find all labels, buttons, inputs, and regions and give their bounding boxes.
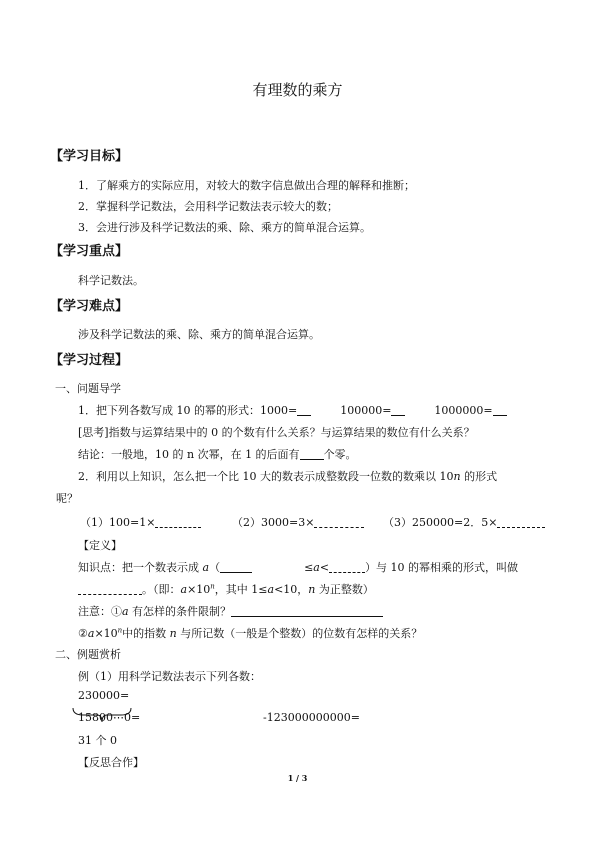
var-n: n — [169, 627, 177, 640]
answer-blank[interactable] — [297, 403, 311, 416]
knowledge-text-g: ×10 — [187, 583, 211, 596]
question-1 — [78, 402, 507, 418]
knowledge-text-a: 知识点：把一个数表示成 — [78, 561, 203, 574]
var-a: a — [267, 583, 275, 596]
item-1-text: （1）100=1× — [80, 516, 156, 529]
definition-heading: 【定义】 — [78, 539, 122, 552]
knowledge-text-f: 。（即： — [142, 583, 181, 596]
note-2-c: 中的指数 — [122, 627, 170, 640]
knowledge-text-b: （ — [209, 561, 221, 574]
key-point-text: 科学记数法。 — [78, 274, 144, 287]
answer-blank[interactable] — [220, 560, 252, 573]
item-3-text: （3）250000=2．5× — [383, 516, 498, 529]
var-a: a — [313, 561, 320, 574]
knowledge-line1 — [78, 559, 518, 575]
knowledge-text-e: ）与 10 的幂相乘的形式，叫做 — [365, 561, 519, 574]
knowledge-text-i: <10， — [274, 583, 309, 596]
note-1 — [78, 603, 383, 619]
page-title: 有理数的乘方 — [252, 81, 343, 99]
page-number: 1 / 3 — [287, 773, 308, 783]
answer-blank[interactable] — [314, 515, 364, 528]
conclusion-a: 结论：一般地，10 的 n 次幂，在 1 的后面有 — [78, 448, 300, 461]
think-text: [思考]指数与运算结果中的 0 的个数有什么关系？与运算结果的数位有什么关系？ — [78, 426, 475, 439]
objective-1: 1．了解乘方的实际应用，对较大的数字信息做出合理的解释和推断； — [78, 179, 415, 192]
knowledge-line2 — [78, 581, 374, 597]
answer-blank[interactable] — [493, 403, 507, 416]
var-a: a — [122, 605, 129, 618]
question-2-line1 — [78, 468, 497, 484]
answer-blank[interactable] — [329, 560, 365, 573]
section-difficulties: 【学习难点】 — [50, 299, 129, 314]
var-a: a — [180, 583, 188, 596]
note-2 — [78, 625, 422, 641]
answer-blank[interactable] — [155, 515, 201, 528]
item-2-text: （2）3000=3× — [232, 516, 315, 529]
answer-blank[interactable] — [78, 582, 142, 595]
example-1: 例（1）用科学记数法表示下列各数： — [78, 670, 261, 683]
section-key-points: 【学习重点】 — [50, 244, 129, 259]
underbrace-icon — [71, 707, 133, 725]
answer-blank[interactable] — [497, 515, 545, 528]
item-2 — [232, 514, 364, 530]
note-2-d: 与所记数（一般是个整数）的位数有怎样的关系？ — [176, 627, 423, 640]
question-1-c: 1000000= — [434, 404, 493, 417]
question-1-b: 100000= — [340, 404, 392, 417]
conclusion-b: 个零。 — [323, 448, 357, 461]
knowledge-text-h: ，其中 1≤ — [214, 583, 268, 596]
item-1 — [80, 514, 201, 530]
knowledge-text-c: ≤ — [304, 561, 314, 574]
item-3 — [383, 514, 545, 530]
objective-2: 2．掌握科学记数法，会用科学记数法表示较大的数； — [78, 200, 338, 213]
question-2-text: 2．利用以上知识，怎么把一个比 10 大的数表示成整数段一位数的数乘以 10 — [78, 470, 454, 483]
part1-heading: 一、问题导学 — [55, 382, 121, 395]
expression-1: 230000= — [78, 689, 130, 702]
question-2-tail: 的形式 — [460, 470, 498, 483]
objective-3: 3．会进行涉及科学记数法的乘、除、乘方的简单混合运算。 — [78, 221, 371, 234]
answer-blank[interactable] — [300, 447, 324, 460]
reflect-heading: 【反思合作】 — [78, 756, 144, 769]
expression-3: -123000000000= — [263, 711, 360, 724]
difficulty-text: 涉及科学记数法的乘、除、乘方的简单混合运算。 — [78, 328, 320, 341]
answer-blank[interactable] — [391, 403, 405, 416]
part2-heading: 二、例题赏析 — [55, 648, 121, 661]
note-1-tail: 有怎样的条件限制？ — [128, 605, 232, 618]
note-2-text: ② — [78, 627, 88, 640]
answer-blank[interactable] — [231, 604, 383, 617]
zero-count-label: 31 个 0 — [78, 734, 117, 747]
var-n: n — [210, 582, 215, 591]
conclusion — [78, 446, 357, 462]
var-a: a — [87, 627, 95, 640]
expression-2: 15800⋯0= — [78, 711, 141, 724]
question-1-a: 1．把下列各数写成 10 的幂的形式：1000= — [78, 404, 298, 417]
knowledge-text-d: < — [319, 561, 330, 574]
var-n: n — [453, 470, 461, 483]
knowledge-text-j: 为正整数） — [315, 583, 374, 596]
note-1-text: 注意：① — [78, 605, 122, 618]
section-objectives: 【学习目标】 — [50, 149, 129, 164]
section-process: 【学习过程】 — [50, 353, 129, 368]
note-2-b: ×10 — [94, 627, 118, 640]
question-2-line2: 呢？ — [56, 492, 78, 505]
var-n: n — [117, 626, 123, 635]
var-a: a — [202, 561, 210, 574]
var-n: n — [308, 583, 316, 596]
